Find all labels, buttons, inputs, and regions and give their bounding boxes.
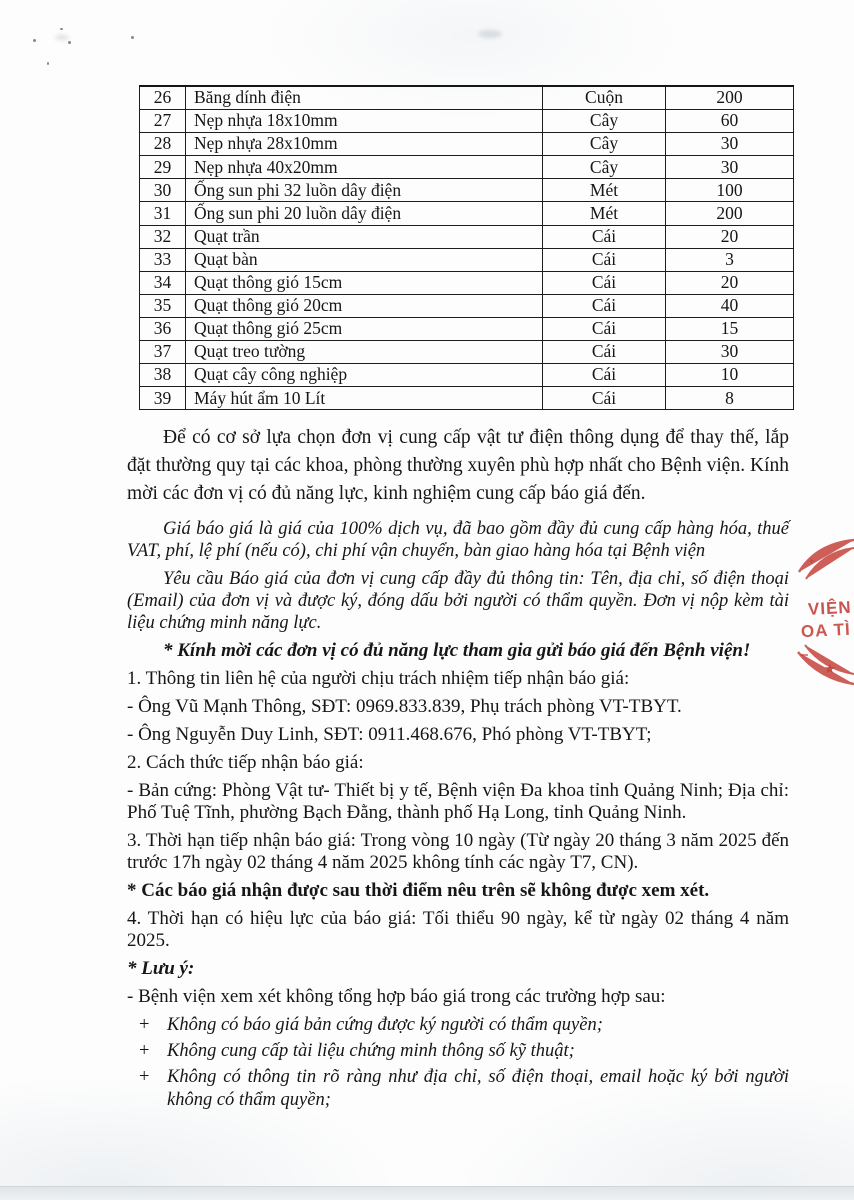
cell-item-name: Quạt thông gió 15cm [186,271,543,294]
cell-unit: Mét [543,202,666,225]
cell-index: 31 [140,202,186,225]
note-title: * Lưu ý: [127,958,195,979]
contact-line-1: - Ông Vũ Mạnh Thông, SĐT: 0969.833.839, Phụ trách phòng VT-TBYT. [127,696,682,717]
section1-title: 1. Thông tin liên hệ của người chịu trách nhiệm tiếp nhận báo giá: [127,668,630,689]
cell-index: 27 [140,110,186,133]
cell-quantity: 100 [666,179,794,202]
cell-item-name: Nẹp nhựa 40x20mm [186,156,543,179]
cell-item-name: Quạt bàn [186,248,543,271]
cell-unit: Cái [543,294,666,317]
cell-index: 36 [140,317,186,340]
table-row [140,110,794,133]
stamp-plus-mark: + [808,554,816,568]
stamp-dash [801,654,808,656]
contact-line-2: - Ông Nguyễn Duy Linh, SĐT: 0911.468.676, Phó phòng VT-TBYT; [127,724,652,745]
note-intro: - Bệnh viện xem xét không tổng hợp báo giá trong các trường hợp sau: [127,986,666,1007]
table-row [140,248,794,271]
cell-unit: Cái [543,387,666,410]
cell-item-name: Ống sun phi 32 luồn dây điện [186,179,543,202]
cell-item-name: Quạt thông gió 25cm [186,317,543,340]
cell-index: 39 [140,387,186,410]
cell-index: 32 [140,225,186,248]
cell-item-name: Máy hút ẩm 10 Lít [186,387,543,410]
note-item-list [127,1014,789,1112]
red-stamp-partial [796,537,854,689]
cell-quantity: 10 [666,364,794,387]
cell-index: 37 [140,341,186,364]
note-item-text: Không cung cấp tài liệu chứng minh thông số kỹ thuật; [167,1041,575,1061]
note-item [127,1066,789,1112]
cell-index: 28 [140,133,186,156]
cell-index: 30 [140,179,186,202]
cell-unit: Cây [543,156,666,179]
cell-item-name: Băng dính điện [186,86,543,110]
cell-item-name: Quạt treo tường [186,341,543,364]
stamp-graphic [796,537,854,689]
cell-quantity: 30 [666,133,794,156]
cell-item-name: Quạt thông gió 20cm [186,294,543,317]
section3-body: 3. Thời hạn tiếp nhận báo giá: Trong vòng 10 ngày (Từ ngày 20 tháng 3 năm 2025 đến trước 17h ngày 02 tháng 4 năm 2025 không tính các ngày T7, CN). [127,830,789,873]
paragraph-price-terms: Giá báo giá là giá của 100% dịch vụ, đã bao gồm đầy đủ cung cấp hàng hóa, thuế VAT, phí, lệ phí (nếu có), chi phí vận chuyển, bàn giao hàng hóa tại Bệnh viện [127,519,789,561]
cell-quantity: 20 [666,225,794,248]
table-row [140,86,794,110]
cell-item-name: Nẹp nhựa 28x10mm [186,133,543,156]
cell-unit: Cái [543,341,666,364]
scan-speck [131,36,134,39]
cell-quantity: 30 [666,156,794,179]
document-body [127,424,789,1115]
table-row [140,294,794,317]
scanner-edge-shadow [0,1186,854,1200]
table-row [140,341,794,364]
scan-smudge [55,35,69,40]
heading-invitation: * Kính mời các đơn vị có đủ năng lực tham gia gửi báo giá đến Bệnh viện! [163,640,751,661]
cell-quantity: 20 [666,271,794,294]
cell-unit: Mét [543,179,666,202]
note-item [127,1040,789,1063]
cell-index: 34 [140,271,186,294]
cell-index: 38 [140,364,186,387]
note-item-text: Không có báo giá bản cứng được ký người có thẩm quyền; [167,1015,603,1035]
plus-marker: + [139,1015,150,1035]
scan-speck [60,28,63,30]
supplies-table [139,85,794,410]
cell-quantity: 200 [666,86,794,110]
cell-item-name: Quạt trần [186,225,543,248]
supplies-table-body [140,86,794,410]
table-row [140,156,794,179]
cell-quantity: 200 [666,202,794,225]
cell-quantity: 30 [666,341,794,364]
cell-unit: Cái [543,225,666,248]
cell-quantity: 8 [666,387,794,410]
table-row [140,202,794,225]
cell-unit: Cái [543,364,666,387]
cell-index: 33 [140,248,186,271]
cell-unit: Cái [543,271,666,294]
scan-speck [33,39,36,42]
cell-item-name: Nẹp nhựa 18x10mm [186,110,543,133]
table-row [140,271,794,294]
cell-index: 29 [140,156,186,179]
stamp-text-line1: VIỆN [807,597,853,619]
cell-quantity: 60 [666,110,794,133]
note-item [127,1014,789,1037]
cell-item-name: Quạt cây công nghiệp [186,364,543,387]
cell-quantity: 3 [666,248,794,271]
cell-unit: Cây [543,110,666,133]
table-row [140,364,794,387]
table-row [140,225,794,248]
cell-quantity: 40 [666,294,794,317]
section2-body: - Bản cứng: Phòng Vật tư- Thiết bị y tế, Bệnh viện Đa khoa tỉnh Quảng Ninh; Địa chỉ: Phố Tuệ Tĩnh, phường Bạch Đằng, thành phố Hạ Long, tỉnh Quảng Ninh. [127,780,789,823]
stamp-text-line2: OA TÌ [800,619,852,642]
paragraph-quote-requirements: Yêu cầu Báo giá của đơn vị cung cấp đầy đủ thông tin: Tên, địa chỉ, số điện thoại (Email) của đơn vị và được ký, đóng dấu bởi người có thẩm quyền. Đơn vị nộp kèm tài liệu chứng minh năng lực. [127,569,789,633]
deadline-warning: * Các báo giá nhận được sau thời điểm nêu trên sẽ không được xem xét. [127,880,710,901]
scan-smudge [478,30,502,38]
section4-body: 4. Thời hạn có hiệu lực của báo giá: Tối thiểu 90 ngày, kể từ ngày 02 tháng 4 năm 2025. [127,908,789,951]
cell-item-name: Ống sun phi 20 luồn dây điện [186,202,543,225]
plus-marker: + [139,1041,150,1061]
paragraph-intro: Để có cơ sở lựa chọn đơn vị cung cấp vật tư điện thông dụng để thay thế, lắp đặt thường quy tại các khoa, phòng thường xuyên phù hợp nhất cho Bệnh viện. Kính mời các đơn vị có đủ năng lực, kinh nghiệm cung cấp báo giá đến. [127,427,789,504]
cell-index: 26 [140,86,186,110]
table-row [140,133,794,156]
table-row [140,387,794,410]
scan-speck [47,62,49,65]
table-row [140,317,794,340]
table-row [140,179,794,202]
section2-title: 2. Cách thức tiếp nhận báo giá: [127,752,364,773]
stamp-star: ★ [824,661,836,676]
scan-speck [68,41,71,44]
cell-unit: Cái [543,317,666,340]
note-item-text: Không có thông tin rõ ràng như địa chỉ, số điện thoại, email hoặc ký bởi người không có thẩm quyền; [167,1067,789,1110]
cell-unit: Cây [543,133,666,156]
cell-quantity: 15 [666,317,794,340]
cell-index: 35 [140,294,186,317]
cell-unit: Cái [543,248,666,271]
cell-unit: Cuộn [543,86,666,110]
plus-marker: + [139,1067,150,1087]
